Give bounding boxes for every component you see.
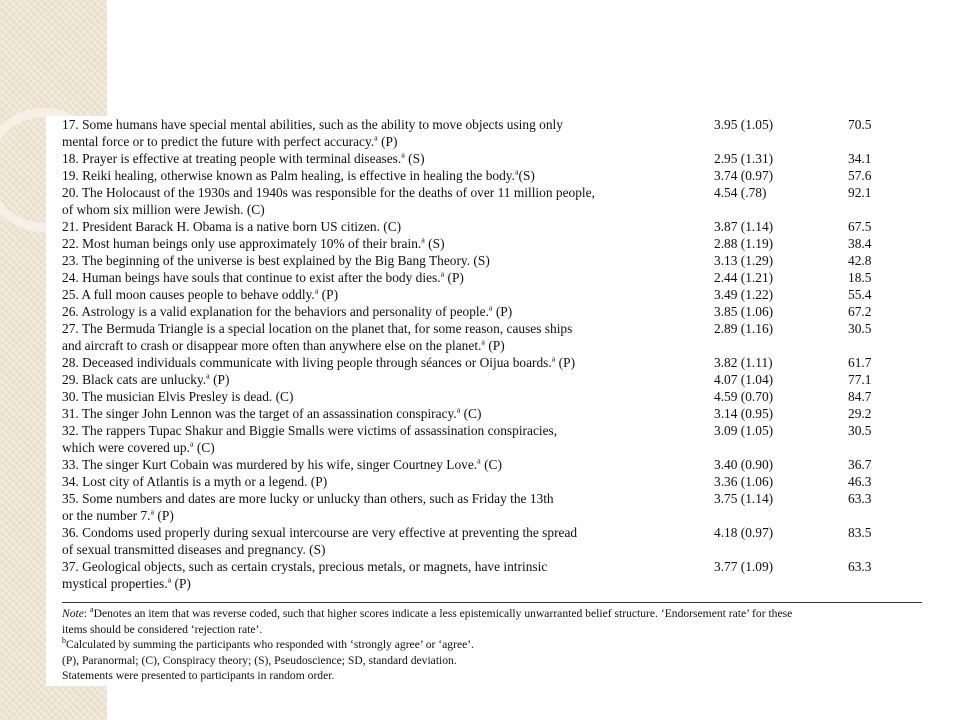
category-tag: (S) bbox=[518, 168, 535, 183]
table-row bbox=[62, 303, 922, 320]
category-tag: (P) bbox=[318, 287, 339, 302]
statement-text: 20. The Holocaust of the 1930s and 1940s was responsible for the deaths of over 11 million people, bbox=[62, 185, 595, 200]
table-row bbox=[62, 269, 922, 286]
statement-line bbox=[62, 473, 692, 490]
statement-text: 26. Astrology is a valid explanation for the behaviors and personality of people. bbox=[62, 304, 489, 319]
table-row bbox=[62, 116, 922, 150]
statement-line bbox=[62, 320, 692, 337]
mean-sd-cell: 2.95 (1.31) bbox=[714, 151, 774, 166]
statement-line bbox=[62, 218, 692, 235]
endorsement-rate-cell: 30.5 bbox=[848, 321, 872, 336]
category-tag: (P) bbox=[377, 134, 398, 149]
statement-text: 27. The Bermuda Triangle is a special location on the planet that, for some reason, causes ships bbox=[62, 321, 573, 336]
statement-line bbox=[62, 507, 692, 524]
table-row bbox=[62, 422, 922, 456]
table-row bbox=[62, 456, 922, 473]
statement-text: 31. The singer John Lennon was the target of an assassination conspiracy. bbox=[62, 406, 457, 421]
category-tag: (P) bbox=[484, 338, 505, 353]
statement-text: 19. Reiki healing, otherwise known as Palm healing, is effective in healing the body. bbox=[62, 168, 515, 183]
statement-cell bbox=[62, 388, 692, 405]
endorsement-rate-cell: 46.3 bbox=[848, 474, 872, 489]
statement-cell bbox=[62, 235, 692, 252]
note-order: Statements were presented to participants in random order. bbox=[62, 669, 335, 683]
statement-line bbox=[62, 133, 692, 150]
statement-text: 32. The rappers Tupac Shakur and Biggie Smalls were victims of assassination conspiracies, bbox=[62, 423, 558, 438]
table-row bbox=[62, 150, 922, 167]
statement-cell bbox=[62, 405, 692, 422]
table-row bbox=[62, 354, 922, 371]
mean-sd-cell: 3.13 (1.29) bbox=[714, 253, 774, 268]
statement-text: and aircraft to crash or disappear more often than anywhere else on the planet. bbox=[62, 338, 482, 353]
mean-sd-cell: 3.14 (0.95) bbox=[714, 406, 774, 421]
statement-cell bbox=[62, 218, 692, 235]
footnote-marker: a bbox=[374, 133, 378, 143]
statement-line bbox=[62, 337, 692, 354]
statement-text: 30. The musician Elvis Presley is dead. (C) bbox=[62, 389, 294, 404]
footnote-marker: a bbox=[551, 354, 556, 364]
statement-cell bbox=[62, 116, 692, 150]
statement-text: 18. Prayer is effective at treating people with terminal diseases. bbox=[62, 151, 402, 166]
statement-line bbox=[62, 354, 692, 371]
mean-sd-cell: 3.95 (1.05) bbox=[714, 117, 774, 132]
statement-line bbox=[62, 388, 692, 405]
statement-text: 17. Some humans have special mental abilities, such as the ability to move objects using only bbox=[62, 117, 563, 132]
note-reverse-coded: Note: $^a$Denotes an item that was reverse coded, such that higher scores indicate a less epistemically unwarranted belief structure. ‘Endorsement rate’ for these bbox=[62, 605, 793, 620]
endorsement-rate-cell: 36.7 bbox=[848, 457, 872, 472]
statement-cell bbox=[62, 252, 692, 269]
statement-text: 34. Lost city of Atlantis is a myth or a legend. (P) bbox=[62, 474, 328, 489]
footnote-marker: a bbox=[167, 575, 172, 585]
table-row bbox=[62, 167, 922, 184]
category-tag: (P) bbox=[444, 270, 464, 285]
endorsement-rate-cell: 29.2 bbox=[848, 406, 872, 421]
statement-text: 28. Deceased individuals communicate with living people through séances or Oijua boards. bbox=[62, 355, 552, 370]
statement-cell bbox=[62, 473, 692, 490]
table-row bbox=[62, 473, 922, 490]
statement-cell bbox=[62, 269, 692, 286]
statement-text: 22. Most human beings only use approximately 10% of their brain. bbox=[62, 236, 422, 251]
footnote-marker: a bbox=[189, 439, 194, 449]
statement-cell bbox=[62, 286, 692, 303]
statement-cell bbox=[62, 320, 692, 354]
note-reverse-coded-cont: items should be considered ‘rejection rate’. bbox=[62, 622, 263, 636]
footnote-marker: a bbox=[481, 337, 485, 347]
table-row bbox=[62, 388, 922, 405]
statement-cell bbox=[62, 354, 692, 371]
table-row bbox=[62, 184, 922, 218]
mean-sd-cell: 2.44 (1.21) bbox=[714, 270, 774, 285]
table-row bbox=[62, 320, 922, 354]
table-row bbox=[62, 218, 922, 235]
statement-line bbox=[62, 405, 692, 422]
mean-sd-cell: 3.75 (1.14) bbox=[714, 491, 774, 506]
mean-sd-cell: 3.09 (1.05) bbox=[714, 423, 774, 438]
statement-cell bbox=[62, 184, 692, 218]
table-row bbox=[62, 558, 922, 592]
table-row bbox=[62, 252, 922, 269]
category-tag: (C) bbox=[480, 457, 502, 472]
statement-text: 37. Geological objects, such as certain crystals, precious metals, or magnets, have intrinsic bbox=[62, 559, 548, 574]
endorsement-rate-cell: 30.5 bbox=[848, 423, 872, 438]
footnote-marker: a bbox=[150, 507, 155, 517]
statement-text: of sexual transmitted diseases and pregnancy. (S) bbox=[62, 542, 326, 557]
statement-cell bbox=[62, 456, 692, 473]
statement-text: 29. Black cats are unlucky. bbox=[62, 372, 207, 387]
table-notes bbox=[62, 606, 924, 684]
endorsement-rate-cell: 92.1 bbox=[848, 185, 872, 200]
endorsement-rate-cell: 67.5 bbox=[848, 219, 872, 234]
statement-cell bbox=[62, 422, 692, 456]
mean-sd-cell: 2.88 (1.19) bbox=[714, 236, 774, 251]
statement-text: 24. Human beings have souls that continue to exist after the body dies. bbox=[62, 270, 441, 285]
endorsement-rate-cell: 55.4 bbox=[848, 287, 872, 302]
statement-line bbox=[62, 558, 692, 575]
statement-line bbox=[62, 490, 692, 507]
endorsement-rate-cell: 34.1 bbox=[848, 151, 872, 166]
endorsement-rate-cell: 61.7 bbox=[848, 355, 872, 370]
mean-sd-cell: 3.74 (0.97) bbox=[714, 168, 774, 183]
mean-sd-cell: 4.18 (0.97) bbox=[714, 525, 774, 540]
note-abbreviations: (P), Paranormal; (C), Conspiracy theory; (S), Pseudoscience; SD, standard deviation. bbox=[62, 653, 457, 667]
statement-line bbox=[62, 167, 692, 184]
mean-sd-cell: 4.07 (1.04) bbox=[714, 372, 774, 387]
statement-text: of whom six million were Jewish. (C) bbox=[62, 202, 265, 217]
category-tag: (S) bbox=[404, 151, 425, 166]
statement-line bbox=[62, 269, 692, 286]
statement-text: mystical properties. bbox=[62, 576, 168, 591]
category-tag: (P) bbox=[209, 372, 230, 387]
table-bottom-rule bbox=[62, 602, 922, 603]
table-row bbox=[62, 524, 922, 558]
mean-sd-cell: 2.89 (1.16) bbox=[714, 321, 774, 336]
category-tag: (P) bbox=[492, 304, 513, 319]
statement-cell bbox=[62, 167, 692, 184]
endorsement-rate-cell: 83.5 bbox=[848, 525, 872, 540]
statement-text: which were covered up. bbox=[62, 440, 190, 455]
endorsement-rate-cell: 77.1 bbox=[848, 372, 872, 387]
note-endorsement: $^b$Calculated by summing the participants who responded with ‘strongly agree’ or ‘agree’. bbox=[62, 636, 475, 652]
endorsement-rate-cell: 67.2 bbox=[848, 304, 872, 319]
statement-line bbox=[62, 422, 692, 439]
table-row bbox=[62, 405, 922, 422]
footnote-marker: a bbox=[456, 405, 461, 415]
statement-cell bbox=[62, 524, 692, 558]
endorsement-rate-cell: 84.7 bbox=[848, 389, 872, 404]
statement-line bbox=[62, 150, 692, 167]
mean-sd-cell: 4.59 (0.70) bbox=[714, 389, 774, 404]
mean-sd-cell: 3.40 (0.90) bbox=[714, 457, 774, 472]
statement-text: mental force or to predict the future with perfect accuracy. bbox=[62, 134, 375, 149]
statement-text: 21. President Barack H. Obama is a native born US citizen. (C) bbox=[62, 219, 402, 234]
statement-line bbox=[62, 303, 692, 320]
mean-sd-cell: 4.54 (.78) bbox=[714, 185, 767, 200]
mean-sd-cell: 3.36 (1.06) bbox=[714, 474, 774, 489]
mean-sd-cell: 3.77 (1.09) bbox=[714, 559, 774, 574]
footnote-marker: a bbox=[488, 303, 493, 313]
statement-cell bbox=[62, 558, 692, 592]
footnote-marker: a bbox=[477, 456, 481, 466]
statement-text: or the number 7. bbox=[62, 508, 151, 523]
table-row bbox=[62, 235, 922, 252]
table-row bbox=[62, 490, 922, 524]
statement-line bbox=[62, 201, 692, 218]
endorsement-rate-cell: 63.3 bbox=[848, 559, 872, 574]
endorsement-rate-cell: 70.5 bbox=[848, 117, 872, 132]
category-tag: (P) bbox=[171, 576, 191, 591]
footnote-marker: a bbox=[440, 269, 445, 279]
statement-text: 35. Some numbers and dates are more lucky or unlucky than others, such as Friday the 13th bbox=[62, 491, 554, 506]
statement-text: 23. The beginning of the universe is best explained by the Big Bang Theory. (S) bbox=[62, 253, 490, 268]
footnote-marker: a bbox=[206, 371, 210, 381]
category-tag: (P) bbox=[154, 508, 174, 523]
mean-sd-cell: 3.85 (1.06) bbox=[714, 304, 774, 319]
statement-line bbox=[62, 286, 692, 303]
category-tag: (C) bbox=[193, 440, 215, 455]
statement-line bbox=[62, 252, 692, 269]
statement-text: 36. Condoms used properly during sexual intercourse are very effective at preventing the spread bbox=[62, 525, 578, 540]
category-tag: (S) bbox=[424, 236, 445, 251]
endorsement-rate-cell: 18.5 bbox=[848, 270, 872, 285]
statement-cell bbox=[62, 303, 692, 320]
statement-line bbox=[62, 235, 692, 252]
endorsement-rate-cell: 38.4 bbox=[848, 236, 872, 251]
mean-sd-cell: 3.87 (1.14) bbox=[714, 219, 774, 234]
statement-text: 25. A full moon causes people to behave oddly. bbox=[62, 287, 315, 302]
statement-line bbox=[62, 371, 692, 388]
category-tag: (C) bbox=[460, 406, 482, 421]
statement-cell bbox=[62, 371, 692, 388]
statement-line bbox=[62, 439, 692, 456]
endorsement-rate-cell: 42.8 bbox=[848, 253, 872, 268]
statement-line bbox=[62, 524, 692, 541]
mean-sd-cell: 3.82 (1.11) bbox=[714, 355, 773, 370]
statement-cell bbox=[62, 150, 692, 167]
table-body bbox=[62, 116, 922, 592]
endorsement-rate-cell: 63.3 bbox=[848, 491, 872, 506]
statement-line bbox=[62, 184, 692, 201]
footnote-marker: a bbox=[421, 235, 425, 245]
table-row bbox=[62, 286, 922, 303]
mean-sd-cell: 3.49 (1.22) bbox=[714, 287, 774, 302]
table-row bbox=[62, 371, 922, 388]
endorsement-rate-cell: 57.6 bbox=[848, 168, 872, 183]
table-page bbox=[46, 116, 928, 686]
statement-line bbox=[62, 541, 692, 558]
statement-cell bbox=[62, 490, 692, 524]
statement-text: 33. The singer Kurt Cobain was murdered by his wife, singer Courtney Love. bbox=[62, 457, 478, 472]
footnote-marker: a bbox=[314, 286, 319, 296]
statement-line bbox=[62, 116, 692, 133]
footnote-marker: a bbox=[514, 167, 519, 177]
category-tag: (P) bbox=[555, 355, 576, 370]
statement-line bbox=[62, 575, 692, 592]
footnote-marker: a bbox=[401, 150, 405, 160]
statement-line bbox=[62, 456, 692, 473]
